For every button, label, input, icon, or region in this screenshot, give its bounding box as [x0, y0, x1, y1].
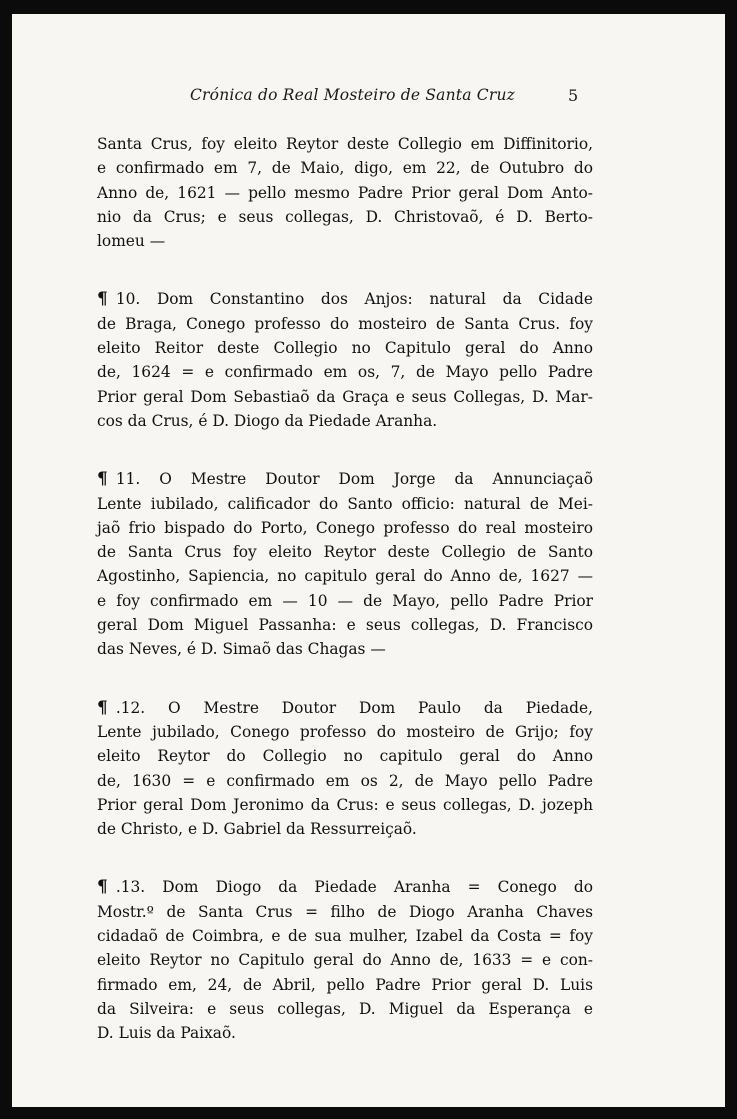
line-text: de Christo, e D. Gabriel da Ressurreiçaõ.: [97, 820, 417, 839]
line-text: Agostinho, Sapiencia, no capitulo geral do Anno de, 1627 —: [97, 567, 593, 586]
text-line: [97, 156, 593, 180]
line-text: e confirmado em 7, de Maio, digo, em 22, de Outubro do: [97, 159, 593, 178]
running-title: Crónica do Real Mosteiro de Santa Cruz: [190, 86, 516, 104]
text-line: [97, 900, 593, 924]
line-text: das Neves, é D. Simaõ das Chagas —: [97, 640, 386, 659]
line-text: cidadaõ de Coimbra, e de sua mulher, Izabel da Costa = foy: [97, 927, 593, 946]
text-line: [97, 132, 593, 156]
line-text: cos da Crus, é D. Diogo da Piedade Aranha.: [97, 411, 438, 430]
paragraph: [97, 467, 593, 661]
text-line: [97, 540, 593, 564]
line-text: .13. Dom Diogo da Piedade Aranha = Conego do: [115, 878, 593, 897]
text-line: [97, 696, 593, 720]
line-text: Santa Crus, foy eleito Reytor deste Collegio em Diffinitorio,: [97, 135, 593, 153]
paragraph: [97, 287, 593, 433]
text-line: [97, 589, 593, 613]
text-line: [97, 312, 593, 336]
text-line: [97, 973, 593, 997]
paragraph: [97, 132, 593, 253]
line-text: jaõ frio bispado do Porto, Conego professo do real mosteiro: [97, 518, 593, 537]
text-line: [97, 205, 593, 229]
text-line: [97, 467, 593, 491]
text-line: [97, 637, 593, 661]
line-text: Prior geral Dom Sebastiaõ da Graça e seus Collegas, D. Mar-: [97, 387, 593, 406]
text-line: [97, 360, 593, 384]
page-number: 5: [568, 86, 579, 105]
line-text: lomeu —: [97, 232, 166, 251]
text-line: [97, 336, 593, 360]
line-text: e foy confirmado em — 10 — de Mayo, pello Padre Prior: [97, 591, 593, 610]
book-page: [12, 14, 725, 1107]
text-line: [97, 720, 593, 744]
text-line: [97, 1021, 593, 1045]
paragraph: [97, 696, 593, 842]
text-line: [97, 744, 593, 768]
line-text: Mostr.º de Santa Crus = filho de Diogo Aranha Chaves: [97, 902, 593, 921]
line-text: Anno de, 1621 — pello mesmo Padre Prior geral Dom Anto-: [97, 183, 593, 202]
paragraph: [97, 875, 593, 1045]
text-line: [97, 229, 593, 253]
paragraph-mark-icon: ¶: [97, 469, 108, 490]
line-text: D. Luis da Paixaõ.: [97, 1024, 236, 1043]
text-line: [97, 924, 593, 948]
text-line: [97, 181, 593, 205]
text-line: [97, 385, 593, 409]
line-text: eleito Reitor deste Collegio no Capitulo geral do Anno: [97, 339, 593, 358]
text-line: [97, 997, 593, 1021]
line-text: de, 1624 = e confirmado em os, 7, de Mayo pello Padre: [97, 363, 593, 382]
text-line: [97, 287, 593, 311]
text-line: [97, 492, 593, 516]
line-text: 10. Dom Constantino dos Anjos: natural da Cidade: [115, 290, 593, 309]
line-text: de, 1630 = e confirmado em os 2, de Mayo pello Padre: [97, 771, 593, 790]
text-line: [97, 409, 593, 433]
line-text: 11. O Mestre Doutor Dom Jorge da Annunciaçaõ: [115, 470, 593, 489]
text-line: [97, 613, 593, 637]
line-text: Lente iubilado, calificador do Santo officio: natural de Mei-: [97, 494, 593, 513]
line-text: firmado em, 24, de Abril, pello Padre Prior geral D. Luis: [97, 975, 593, 994]
line-text: de Braga, Conego professo do mosteiro de Santa Crus. foy: [97, 314, 593, 333]
paragraph-mark-icon: ¶: [97, 697, 108, 718]
text-line: [97, 564, 593, 588]
text-line: [97, 793, 593, 817]
line-text: nio da Crus; e seus collegas, D. Christovaõ, é D. Berto-: [97, 207, 593, 226]
page-header: [12, 86, 725, 110]
text-line: [97, 948, 593, 972]
line-text: da Silveira: e seus collegas, D. Miguel da Esperança e: [97, 999, 593, 1018]
text-line: [97, 769, 593, 793]
line-text: eleito Reytor no Capitulo geral do Anno de, 1633 = e con-: [97, 951, 593, 970]
line-text: Lente jubilado, Conego professo do mosteiro de Grijo; foy: [97, 722, 593, 741]
text-line: [97, 875, 593, 899]
line-text: .12. O Mestre Doutor Dom Paulo da Piedade,: [115, 698, 593, 717]
line-text: eleito Reytor do Collegio no capitulo geral do Anno: [97, 747, 593, 766]
text-line: [97, 817, 593, 841]
body-text: [97, 132, 593, 1080]
line-text: geral Dom Miguel Passanha: e seus collegas, D. Francisco: [97, 616, 593, 635]
paragraph-mark-icon: ¶: [97, 877, 108, 898]
text-line: [97, 516, 593, 540]
paragraph-mark-icon: ¶: [97, 289, 108, 310]
line-text: Prior geral Dom Jeronimo da Crus: e seus collegas, D. jozeph: [97, 795, 593, 814]
line-text: de Santa Crus foy eleito Reytor deste Collegio de Santo: [97, 543, 593, 562]
